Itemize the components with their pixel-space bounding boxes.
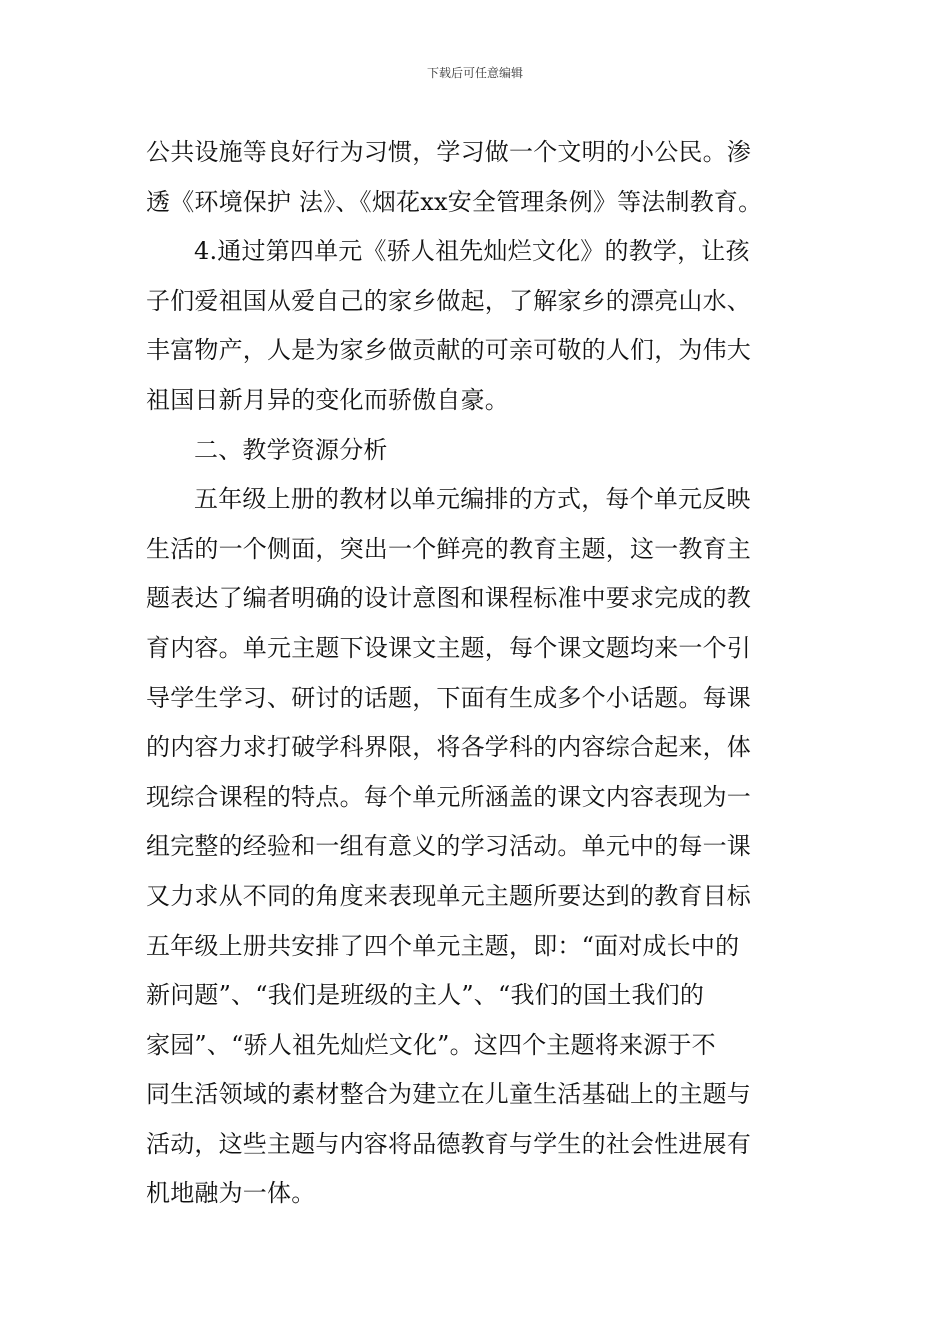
text-line: 五年级上册的教材以单元编排的方式，每个单元反映: [194, 485, 751, 514]
text-line: 透《环境保护 法》、《烟花xx安全管理条例》等法制教育。: [146, 187, 763, 216]
text-line: 新问题”、“我们是班级的主人”、“我们的国土我们的: [146, 981, 705, 1010]
text-line: 子们爱祖国从爱自己的家乡做起，了解家乡的漂亮山水、: [146, 286, 751, 315]
section-heading: 二、教学资源分析: [194, 435, 388, 464]
text-line: 4.通过第四单元《骄人祖先灿烂文化》的教学，让孩: [194, 237, 750, 266]
text-line: 又力求从不同的角度来表现单元主题所要达到的教育目标: [146, 881, 751, 910]
header-note: 下载后可任意编辑: [426, 66, 523, 80]
text-line: 育内容。单元主题下设课文主题，每个课文题均来一个引: [146, 633, 751, 662]
text-line: 五年级上册共安排了四个单元主题，即：“面对成长中的: [146, 931, 740, 960]
text-line: 同生活领域的素材整合为建立在儿童生活基础上的主题与: [146, 1080, 751, 1109]
text-line: 祖国日新月异的变化而骄傲自豪。: [146, 385, 509, 414]
text-line: 机地融为一体。: [146, 1179, 316, 1208]
text-line: 导学生学习、研讨的话题，下面有生成多个小话题。每课: [146, 683, 751, 712]
text-line: 生活的一个侧面，突出一个鲜亮的教育主题，这一教育主: [146, 534, 751, 563]
text-line: 丰富物产，人是为家乡做贡献的可亲可敬的人们，为伟大: [146, 336, 751, 365]
text-line: 的内容力求打破学科界限，将各学科的内容综合起来，体: [146, 733, 751, 762]
document-body: [146, 128, 826, 1219]
text-line: 活动，这些主题与内容将品德教育与学生的社会性进展有: [146, 1129, 751, 1158]
text-line: 题表达了编者明确的设计意图和课程标准中要求完成的教: [146, 584, 751, 613]
text-line: 公共设施等良好行为习惯，学习做一个文明的小公民。渗: [146, 138, 751, 166]
text-line: 现综合课程的特点。每个单元所涵盖的课文内容表现为一: [146, 782, 751, 811]
text-line: 组完整的经验和一组有意义的学习活动。单元中的每一课: [146, 832, 751, 861]
text-line: 家园”、“骄人祖先灿烂文化”。这四个主题将来源于不: [146, 1030, 716, 1059]
